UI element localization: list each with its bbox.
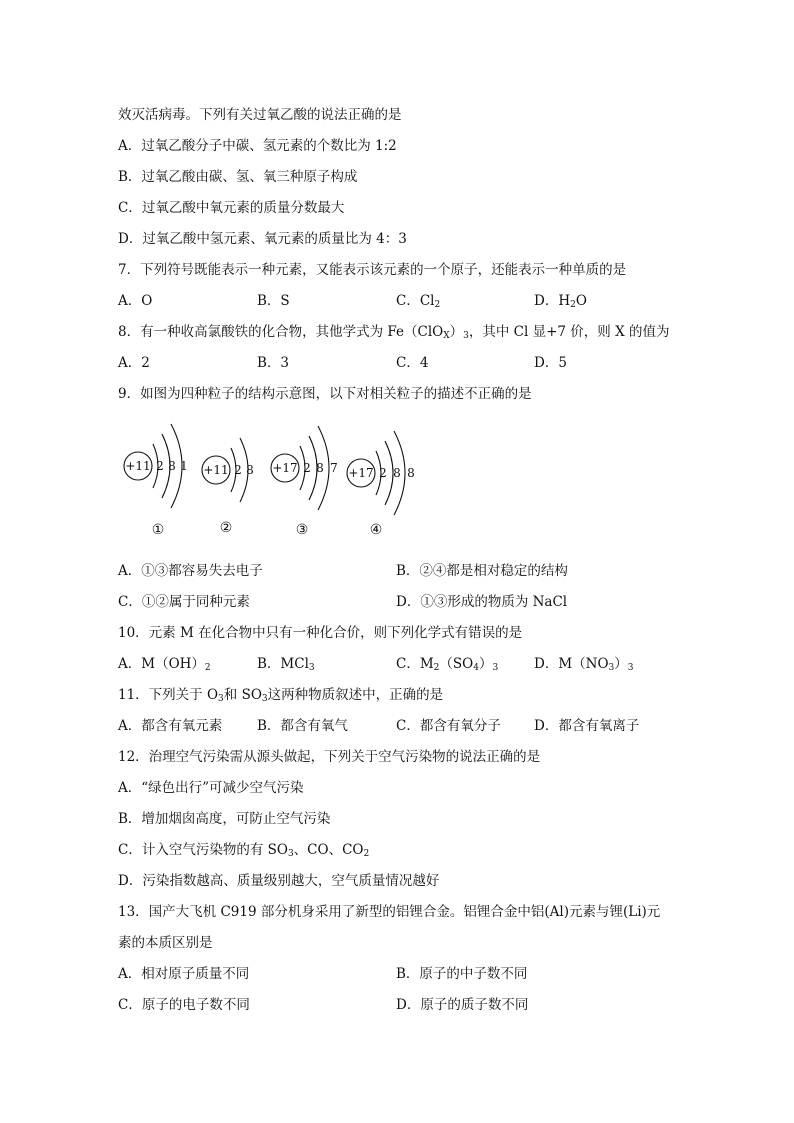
q12-option-c: C．计入空气污染物的有 $SO_3$、CO、$CO_2$ [118,842,370,859]
electron-count-3-1: 2 [303,461,311,475]
q9-stem: 9．如图为四种粒子的结构示意图，以下对相关粒子的描述不正确的是 [118,386,532,402]
q13-stem-line-2: 素的本质区别是 [118,935,213,951]
nucleus-charge-2: +11 [203,463,229,477]
q11-option-a: A．都含有氧元素 [118,718,223,734]
nucleus-charge-3: +17 [272,461,298,475]
q6-option-b: B．过氧乙酸由碳、氢、氧三种原子构成 [118,169,358,185]
electron-count-2-1: 2 [234,463,242,477]
electron-count-1-2: 8 [168,459,176,473]
q8-option-a: A．2 [118,355,150,371]
atomic-structure-diagram [118,418,448,543]
q6-option-d: D．过氧乙酸中氢元素、氧元素的质量比为 4：3 [118,231,407,247]
q10-option-b: B．MCl$_3$ [257,656,315,673]
q7-stem: 7．下列符号既能表示一种元素，又能表示该元素的一个原子，还能表示一种单质的是 [118,262,627,278]
q6-option-a: A．过氧乙酸分子中碳、氢元素的个数比为 1:2 [118,138,397,154]
particle-label-1: ① [151,522,165,538]
q11-stem: 11．下列关于 $O_3$和 $SO_3$这两种物质叙述中，正确的是 [118,687,444,704]
particle-label-4: ④ [369,522,383,538]
electron-count-4-2: 8 [393,466,401,480]
q9-option-d: D．①③形成的物质为 NaCl [396,594,568,610]
electron-count-4-1: 2 [379,466,387,480]
q7-option-c: C．$Cl_2$ [396,293,441,310]
q10-stem: 10．元素 M 在化合物中只有一种化合价，则下列化学式有错误的是 [118,625,523,641]
particle-label-2: ② [219,520,233,536]
nucleus-charge-4: +17 [348,466,374,480]
q12-option-b: B．增加烟囱高度，可防止空气污染 [118,811,331,827]
q11-option-b: B．都含有氧气 [257,718,348,734]
q9-option-b: B．②④都是相对稳定的结构 [396,563,568,579]
q13-stem-line-1: 13．国产大飞机 C919 部分机身采用了新型的铝锂合金。铝锂合金中铝(Al)元素与锂(Li)元 [118,904,661,920]
q9-option-a: A．①③都容易失去电子 [118,563,263,579]
q7-option-a: A．O [118,293,153,309]
q12-option-d: D．污染指数越高、质量级别越大，空气质量情况越好 [118,873,440,889]
electron-count-2-2: 8 [246,463,254,477]
q8-stem: 8．有一种收高氯酸铁的化合物，其他学式为 $Fe(ClO_X)_3$，其中 Cl 显+7 价，则 X 的值为 [118,324,670,341]
q13-option-c: C．原子的电子数不同 [118,997,250,1013]
q13-option-d: D．原子的质子数不同 [396,997,529,1013]
q10-option-d: D．$M(NO_3)_3$ [534,656,634,673]
q11-option-c: C．都含有氧分子 [396,718,501,734]
electron-count-3-3: 7 [330,461,338,475]
q8-option-c: C．4 [396,355,429,371]
q8-option-b: B．3 [257,355,290,371]
q6-stem-tail: 效灭活病毒。下列有关过氧乙酸的说法正确的是 [118,107,402,123]
particle-label-3: ③ [295,522,309,538]
q9-option-c: C．①②属于同种元素 [118,594,250,610]
q10-option-c: C．$M_2(SO_4)_3$ [396,656,499,673]
q7-option-b: B．S [257,293,290,309]
q13-option-a: A．相对原子质量不同 [118,966,250,982]
q12-stem: 12．治理空气污染需从源头做起，下列关于空气污染物的说法正确的是 [118,749,541,765]
q8-option-d: D．5 [534,355,567,371]
q7-option-d: D．$H_2O$ [534,293,587,310]
electron-count-1-1: 2 [156,459,164,473]
q10-option-a: A．$M(OH)_2$ [118,656,211,673]
electron-count-3-2: 8 [316,461,324,475]
q13-option-b: B．原子的中子数不同 [396,966,528,982]
electron-count-1-3: 1 [180,459,188,473]
q6-option-c: C．过氧乙酸中氧元素的质量分数最大 [118,200,345,216]
nucleus-charge-1: +11 [125,459,151,473]
electron-count-4-3: 8 [407,466,415,480]
q11-option-d: D．都含有氧离子 [534,718,640,734]
q12-option-a: A．“绿色出行”可减少空气污染 [118,780,304,796]
